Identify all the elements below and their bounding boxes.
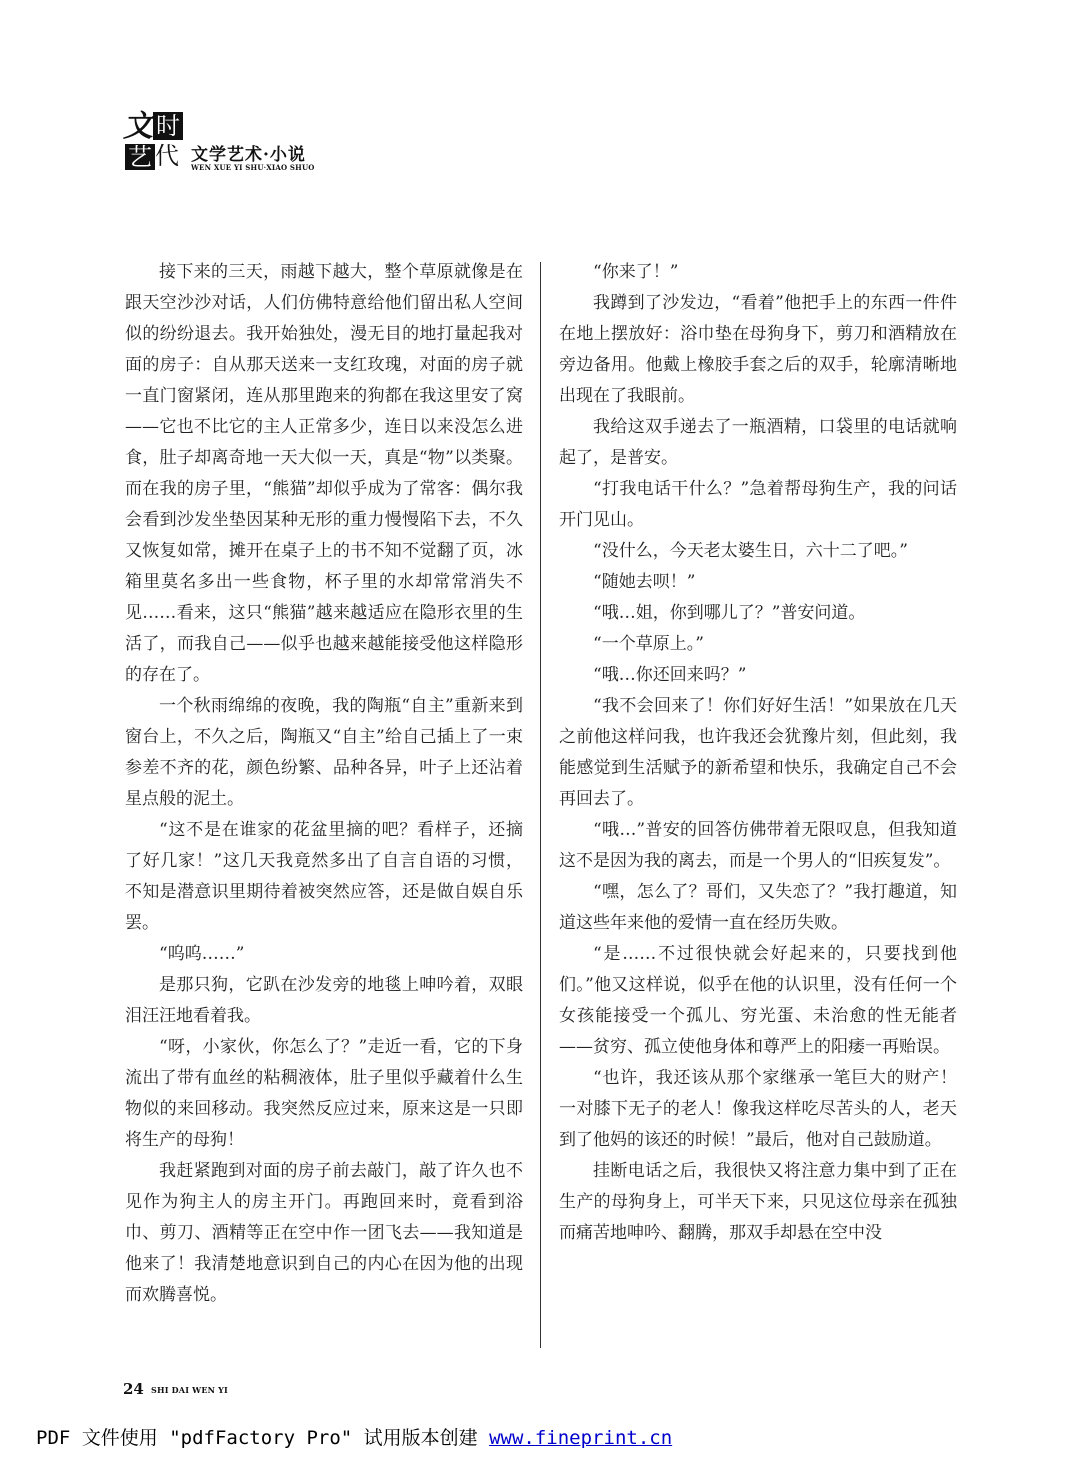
paragraph: 接下来的三天，雨越下越大，整个草原就像是在跟天空沙沙对话，人们仿佛特意给他们留出私人空间似的纷纷退去。我开始独处，漫无目的地打量起我对面的房子：自从那天送来一支红玫瑰，对面的房子就一直门窗紧闭，连从那里跑来的狗都在我这里安了窝——它也不比它的主人正常多少，连日以来没怎么进食，肚子却离奇地一天大似一天，真是“物”以类聚。而在我的房子里，“熊猫”却似乎成为了常客：偶尔我会看到沙发坐垫因某种无形的重力慢慢陷下去，不久又恢复如常，摊开在桌子上的书不知不觉翻了页，冰箱里莫名多出一些食物，杯子里的水却常常消失不见……看来，这只“熊猫”越来越适应在隐形衣里的生活了，而我自己——似乎也越来越能接受他这样隐形的存在了。 bbox=[125, 262, 523, 685]
magazine-logo bbox=[123, 110, 185, 170]
right-column bbox=[559, 257, 957, 1249]
paragraph: “嘿，怎么了？哥们，又失恋了？”我打趣道，知道这些年来他的爱情一直在经历失败。 bbox=[559, 882, 957, 933]
paragraph: 一个秋雨绵绵的夜晚，我的陶瓶“自主”重新来到窗台上，不久之后，陶瓶又“自主”给自己插上了一束参差不齐的花，颜色纷繁、品种各异，叶子上还沾着星点般的泥土。 bbox=[125, 696, 523, 809]
paragraph: “没什么，今天老太婆生日，六十二了吧。” bbox=[593, 541, 908, 561]
paragraph: “打我电话干什么？”急着帮母狗生产，我的问话开门见山。 bbox=[559, 479, 957, 530]
paragraph: “这不是在谁家的花盆里摘的吧？看样子，还摘了好几家！”这几天我竟然多出了自言自语的习惯，不知是潜意识里期待着被突然应答，还是做自娱自乐罢。 bbox=[125, 820, 523, 933]
paragraph: 我赶紧跑到对面的房子前去敲门，敲了许久也不见作为狗主人的房主开门。再跑回来时，竟看到浴巾、剪刀、酒精等正在空中作一团飞去——我知道是他来了！我清楚地意识到自己的内心在因为他的出现而欢腾喜悦。 bbox=[125, 1161, 523, 1305]
paragraph: “哦…你还回来吗？” bbox=[593, 665, 747, 685]
section-title: 文学艺术·小说 bbox=[191, 145, 306, 165]
paragraph: “随她去呗！” bbox=[593, 572, 696, 592]
logo-char-dai: 代 bbox=[155, 142, 179, 170]
section-subtitle: WEN XUE YI SHU·XIAO SHUO bbox=[191, 163, 315, 172]
paragraph: “你来了！” bbox=[593, 262, 679, 282]
paragraph: “哦…”普安的回答仿佛带着无限叹息，但我知道这不是因为我的离去，而是一个男人的“旧疾复发”。 bbox=[559, 820, 957, 871]
paragraph: 我蹲到了沙发边，“看着”他把手上的东西一件件在地上摆放好：浴巾垫在母狗身下，剪刀和酒精放在旁边备用。他戴上橡胶手套之后的双手，轮廓清晰地出现在了我眼前。 bbox=[559, 293, 957, 406]
banner-text: PDF 文件使用 "pdfFactory Pro" 试用版本创建 bbox=[36, 1427, 490, 1449]
paragraph: 挂断电话之后，我很快又将注意力集中到了正在生产的母狗身上，可半天下来，只见这位母亲在孤独而痛苦地呻吟、翻腾，那双手却悬在空中没 bbox=[559, 1161, 957, 1243]
fineprint-link[interactable]: www.fineprint.cn bbox=[489, 1427, 673, 1449]
paragraph: “我不会回来了！你们好好生活！”如果放在几天之前他这样问我，也许我还会犹豫片刻，但此刻，我能感觉到生活赋予的新希望和快乐，我确定自己不会再回去了。 bbox=[559, 696, 957, 809]
logo-char-yi: 艺 bbox=[125, 144, 155, 170]
page-number: 24 bbox=[123, 1380, 144, 1398]
logo-char-wen: 文 bbox=[123, 109, 153, 144]
paragraph: “是……不过很快就会好起来的，只要找到他们。”他又这样说，似乎在他的认识里，没有任何一个女孩能接受一个孤儿、穷光蛋、未治愈的性无能者——贫穷、孤立使他身体和尊严上的阳痿一再贻误。 bbox=[559, 944, 957, 1057]
paragraph: “呀，小家伙，你怎么了？”走近一看，它的下身流出了带有血丝的粘稠液体，肚子里似乎藏着什么生物似的来回移动。我突然反应过来，原来这是一只即将生产的母狗！ bbox=[125, 1037, 523, 1150]
magazine-name: SHI DAI WEN YI bbox=[151, 1385, 228, 1395]
paragraph: “也许，我还该从那个家继承一笔巨大的财产！一对膝下无子的老人！像我这样吃尽苦头的人，老天到了他妈的该还的时候！”最后，他对自己鼓励道。 bbox=[559, 1068, 957, 1150]
paragraph: “一个草原上。” bbox=[593, 634, 704, 654]
paragraph: “哦…姐，你到哪儿了？”普安问道。 bbox=[593, 603, 866, 623]
left-column bbox=[125, 257, 523, 1311]
pdf-watermark-banner bbox=[36, 1423, 672, 1450]
paragraph: 是那只狗，它趴在沙发旁的地毯上呻吟着，双眼泪汪汪地看着我。 bbox=[125, 975, 523, 1026]
logo-char-shi: 时 bbox=[153, 112, 183, 140]
paragraph: “呜呜……” bbox=[159, 944, 245, 964]
column-divider bbox=[540, 262, 541, 1348]
paragraph: 我给这双手递去了一瓶酒精，口袋里的电话就响起了，是普安。 bbox=[559, 417, 957, 468]
masthead bbox=[123, 110, 363, 180]
